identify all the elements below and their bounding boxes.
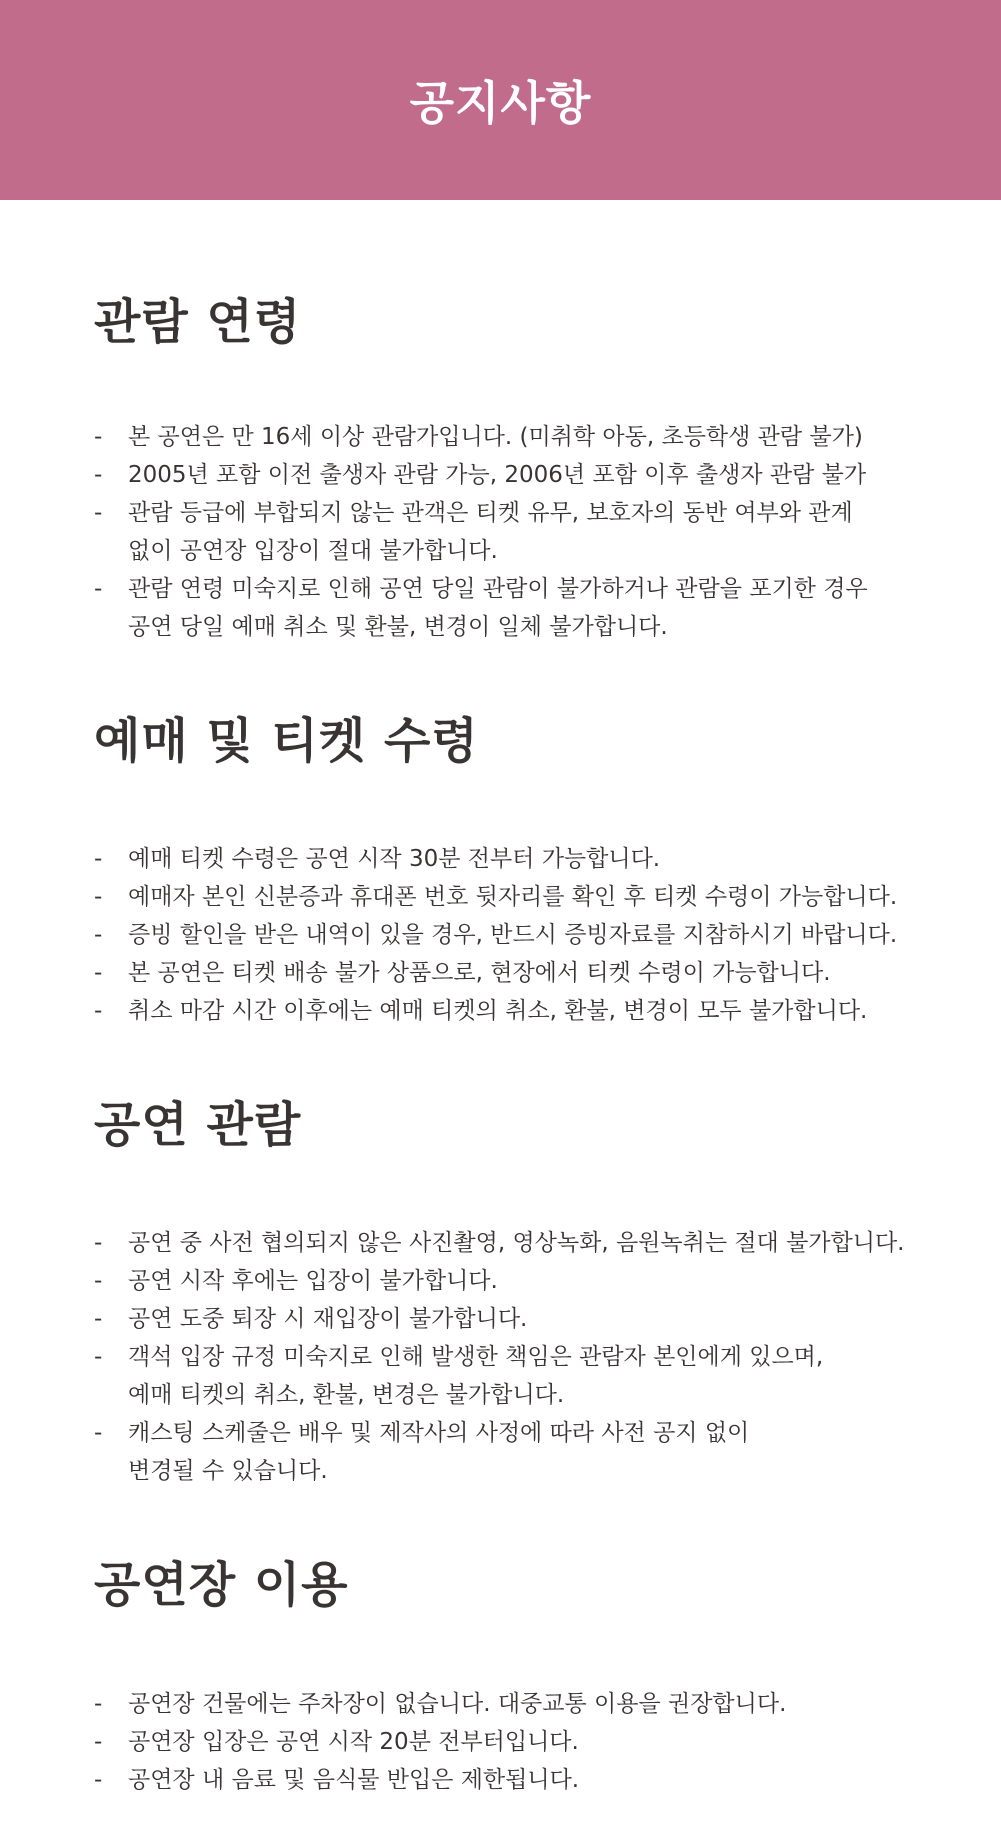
list-item-text: 본 공연은 만 16세 이상 관람가입니다. (미취학 아동, 초등학생 관람 불가) <box>128 424 863 450</box>
bullet-dash: - <box>94 1344 103 1370</box>
bullet-dash: - <box>94 500 103 526</box>
list-item <box>94 1262 974 1300</box>
bullet-dash: - <box>94 424 103 450</box>
list-item-text: 관람 등급에 부합되지 않는 관객은 티켓 유무, 보호자의 동반 여부와 관계 없이 공연장 입장이 절대 불가합니다. <box>128 500 853 564</box>
list-item-text: 2005년 포함 이전 출생자 관람 가능, 2006년 포함 이후 출생자 관람 불가 <box>128 462 867 488</box>
bullet-dash: - <box>94 1306 103 1332</box>
list-item <box>94 570 974 646</box>
list-item <box>94 1685 974 1723</box>
page-title: 공지사항 <box>409 76 592 130</box>
bullet-dash: - <box>94 998 103 1024</box>
header-banner <box>0 0 1001 200</box>
bullet-dash: - <box>94 462 103 488</box>
list-item <box>94 992 974 1030</box>
notice-list <box>94 418 974 646</box>
bullet-dash: - <box>94 1420 103 1446</box>
bullet-dash: - <box>94 1268 103 1294</box>
section-viewing-age <box>94 292 974 646</box>
list-item <box>94 1761 974 1799</box>
bullet-dash: - <box>94 1691 103 1717</box>
list-item-text: 예매 티켓 수령은 공연 시작 30분 전부터 가능합니다. <box>128 846 661 872</box>
list-item <box>94 878 974 916</box>
list-item-text: 공연 시작 후에는 입장이 불가합니다. <box>128 1268 498 1294</box>
list-item <box>94 916 974 954</box>
list-item-text: 관람 연령 미숙지로 인해 공연 당일 관람이 불가하거나 관람을 포기한 경우 공연 당일 예매 취소 및 환불, 변경이 일체 불가합니다. <box>128 576 868 640</box>
list-item-text: 취소 마감 시간 이후에는 예매 티켓의 취소, 환불, 변경이 모두 불가합니다. <box>128 998 868 1024</box>
list-item <box>94 840 974 878</box>
list-item <box>94 1723 974 1761</box>
list-item <box>94 954 974 992</box>
list-item <box>94 1224 974 1262</box>
list-item-text: 객석 입장 규정 미숙지로 인해 발생한 책임은 관람자 본인에게 있으며, 예매 티켓의 취소, 환불, 변경은 불가합니다. <box>128 1344 824 1408</box>
list-item-text: 캐스팅 스케줄은 배우 및 제작사의 사정에 따라 사전 공지 없이 변경될 수 있습니다. <box>128 1420 750 1484</box>
section-booking-ticket <box>94 711 974 1030</box>
section-title: 예매 및 티켓 수령 <box>94 713 479 769</box>
section-title: 공연 관람 <box>94 1097 302 1153</box>
section-venue-use <box>94 1555 974 1799</box>
list-item <box>94 1414 974 1490</box>
section-title: 관람 연령 <box>94 294 302 350</box>
list-item-text: 증빙 할인을 받은 내역이 있을 경우, 반드시 증빙자료를 지참하시기 바랍니다. <box>128 922 898 948</box>
list-item-text: 예매자 본인 신분증과 휴대폰 번호 뒷자리를 확인 후 티켓 수령이 가능합니다. <box>128 884 898 910</box>
notice-content <box>0 292 974 1799</box>
list-item <box>94 1338 974 1414</box>
list-item-text: 본 공연은 티켓 배송 불가 상품으로, 현장에서 티켓 수령이 가능합니다. <box>128 960 831 986</box>
list-item-text: 공연 중 사전 협의되지 않은 사진촬영, 영상녹화, 음원녹취는 절대 불가합니다. <box>128 1230 905 1256</box>
bullet-dash: - <box>94 846 103 872</box>
list-item <box>94 1300 974 1338</box>
list-item <box>94 494 974 570</box>
bullet-dash: - <box>94 884 103 910</box>
section-title: 공연장 이용 <box>94 1557 349 1613</box>
notice-list <box>94 1685 974 1799</box>
bullet-dash: - <box>94 960 103 986</box>
list-item <box>94 456 974 494</box>
bullet-dash: - <box>94 1729 103 1755</box>
notice-list <box>94 840 974 1030</box>
list-item-text: 공연 도중 퇴장 시 재입장이 불가합니다. <box>128 1306 528 1332</box>
bullet-dash: - <box>94 1230 103 1256</box>
list-item <box>94 418 974 456</box>
list-item-text: 공연장 내 음료 및 음식물 반입은 제한됩니다. <box>128 1767 580 1793</box>
bullet-dash: - <box>94 576 103 602</box>
bullet-dash: - <box>94 922 103 948</box>
section-performance-viewing <box>94 1095 974 1490</box>
bullet-dash: - <box>94 1767 103 1793</box>
list-item-text: 공연장 건물에는 주차장이 없습니다. 대중교통 이용을 권장합니다. <box>128 1691 787 1717</box>
list-item-text: 공연장 입장은 공연 시작 20분 전부터입니다. <box>128 1729 579 1755</box>
notice-list <box>94 1224 974 1490</box>
